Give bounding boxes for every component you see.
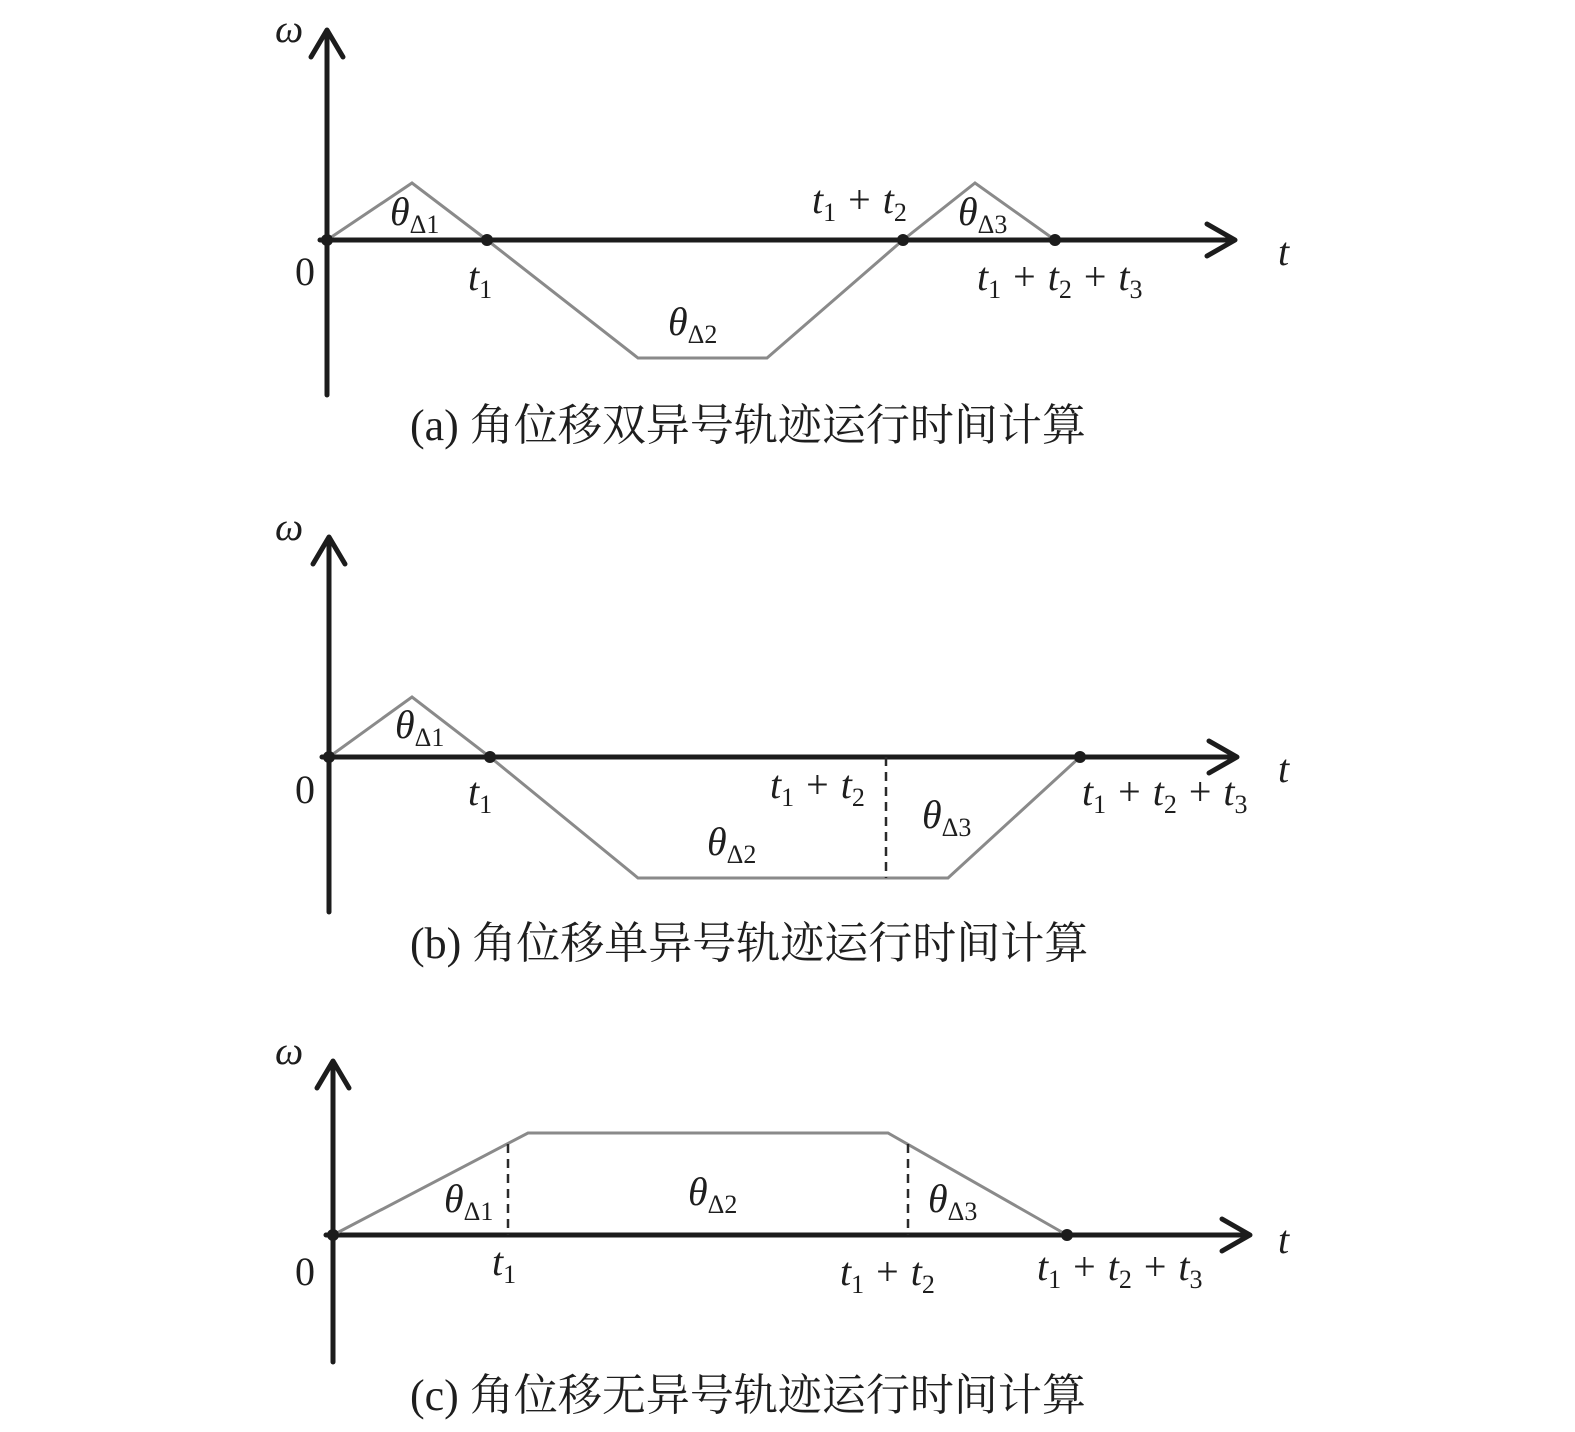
panel-a [275, 6, 1290, 450]
panel-c [275, 1028, 1290, 1420]
t1-marker [481, 234, 493, 246]
tick-label-t1: $t_1$ [492, 1239, 517, 1289]
area-theta-delta2: $\theta_{\Delta 2}$ [707, 819, 757, 869]
origin-label: 0 [295, 767, 315, 812]
tick-label-t1: $t_1$ [468, 769, 493, 819]
tick-label-t1-plus-t2: $t_1 + t_2$ [812, 177, 907, 227]
area-theta-delta2: $\theta_{\Delta 2}$ [668, 299, 718, 349]
tick-label-t1: $t_1$ [468, 254, 493, 304]
y-axis-label: ω [275, 6, 304, 51]
panel-b-axes [313, 537, 1237, 912]
area-theta-delta3: $\theta_{\Delta 3}$ [922, 792, 972, 842]
x-axis-label: t [1278, 229, 1290, 274]
panel-b-caption: (b) 角位移单异号轨迹运行时间计算 [410, 919, 1089, 968]
panel-c-caption: (c) 角位移无异号轨迹运行时间计算 [410, 1371, 1086, 1420]
origin-marker [323, 751, 335, 763]
t1-marker [484, 751, 496, 763]
tick-label-t1-plus-t2-plus-t3: $t_1 + t_2 + t_3$ [1037, 1244, 1203, 1294]
area-theta-delta2: $\theta_{\Delta 2}$ [688, 1169, 738, 1219]
x-axis-label: t [1278, 746, 1290, 791]
origin-label: 0 [295, 1249, 315, 1294]
area-theta-delta3: $\theta_{\Delta 3}$ [958, 189, 1008, 239]
area-theta-delta1: $\theta_{\Delta 1}$ [390, 189, 440, 239]
area-theta-delta1: $\theta_{\Delta 1}$ [444, 1176, 494, 1226]
t1-t2-marker [897, 234, 909, 246]
origin-label: 0 [295, 249, 315, 294]
t1-t2-t3-marker [1049, 234, 1061, 246]
tick-label-t1-plus-t2-plus-t3: $t_1 + t_2 + t_3$ [1082, 769, 1248, 819]
tick-label-t1-plus-t2-plus-t3: $t_1 + t_2 + t_3$ [977, 254, 1143, 304]
t1-t2-t3-marker [1074, 751, 1086, 763]
x-axis-label: t [1278, 1217, 1290, 1262]
origin-marker [327, 1229, 339, 1241]
panel-a-caption: (a) 角位移双异号轨迹运行时间计算 [410, 401, 1086, 450]
panel-b [275, 504, 1290, 968]
y-axis-label: ω [275, 1028, 304, 1073]
t1-t2-t3-marker [1061, 1229, 1073, 1241]
area-theta-delta3: $\theta_{\Delta 3}$ [928, 1176, 978, 1226]
area-theta-delta1: $\theta_{\Delta 1}$ [395, 702, 445, 752]
tick-label-t1-plus-t2: $t_1 + t_2$ [840, 1249, 935, 1299]
origin-marker [321, 234, 333, 246]
tick-label-t1-plus-t2: $t_1 + t_2$ [770, 762, 865, 812]
y-axis-label: ω [275, 504, 304, 549]
